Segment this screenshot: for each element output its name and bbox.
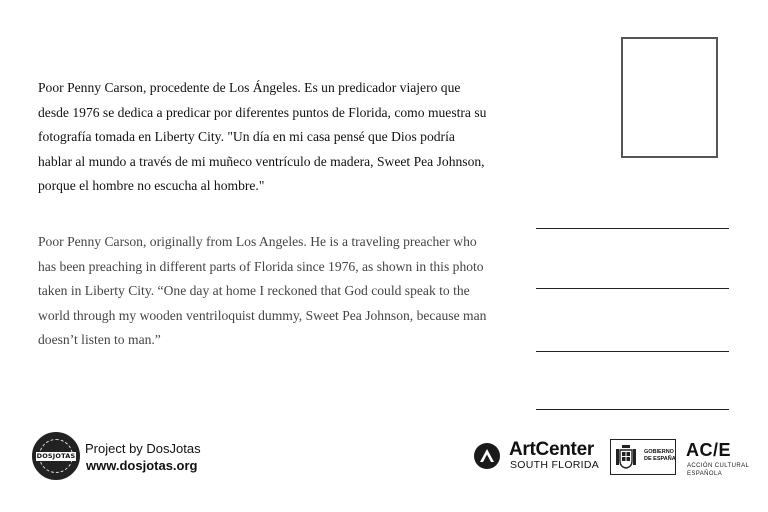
gobierno-logo xyxy=(610,439,676,475)
english-caption xyxy=(38,230,518,353)
english-line: Poor Penny Carson, originally from Los Angeles. He is a traveling preacher who xyxy=(38,234,477,249)
english-line: doesn’t listen to man.” xyxy=(38,332,161,347)
english-line: world through my wooden ventriloquist dummy, Sweet Pea Johnson, because man xyxy=(38,307,487,323)
address-line-4 xyxy=(536,409,729,410)
spanish-line: porque el hombre no escucha al hombre." xyxy=(38,178,265,193)
spanish-caption xyxy=(38,76,508,199)
project-label: Project by DosJotas xyxy=(85,441,201,456)
ace-name: AC/E xyxy=(686,440,732,460)
artcenter-logo-icon xyxy=(474,443,500,469)
address-line-3 xyxy=(536,351,729,352)
website-link[interactable]: www.dosjotas.org xyxy=(86,458,198,473)
dosjotas-seal-icon xyxy=(32,432,80,480)
english-line: has been preaching in different parts of Florida since 1976, as shown in this photo xyxy=(38,258,484,274)
address-line-2 xyxy=(536,288,729,289)
spanish-line: fotografía tomada en Liberty City. "Un día en mi casa pensé que Dios podría xyxy=(38,129,455,144)
gobierno-text: GOBIERNO DE ESPAÑA xyxy=(644,449,676,462)
seal-text: DOSJOTAS xyxy=(36,452,76,460)
ace-sub: ACCIÓN CULTURAL ESPAÑOLA xyxy=(687,463,750,477)
address-line-1 xyxy=(536,228,729,229)
spain-coat-of-arms-icon xyxy=(615,443,637,471)
artcenter-name: ArtCenter xyxy=(509,439,594,460)
artcenter-sub: SOUTH FLORIDA xyxy=(510,459,600,471)
spanish-line: desde 1976 se dedica a predicar por diferentes puntos de Florida, como muestra su xyxy=(38,104,487,120)
spanish-line: hablar al mundo a través de mi muñeco ventrículo de madera, Sweet Pea Johnson, xyxy=(38,153,485,169)
stamp-box xyxy=(621,37,718,158)
english-line: taken in Liberty City. “One day at home I reckoned that God could speak to the xyxy=(38,283,470,298)
spanish-line: Poor Penny Carson, procedente de Los Ángeles. Es un predicador viajero que xyxy=(38,80,461,95)
